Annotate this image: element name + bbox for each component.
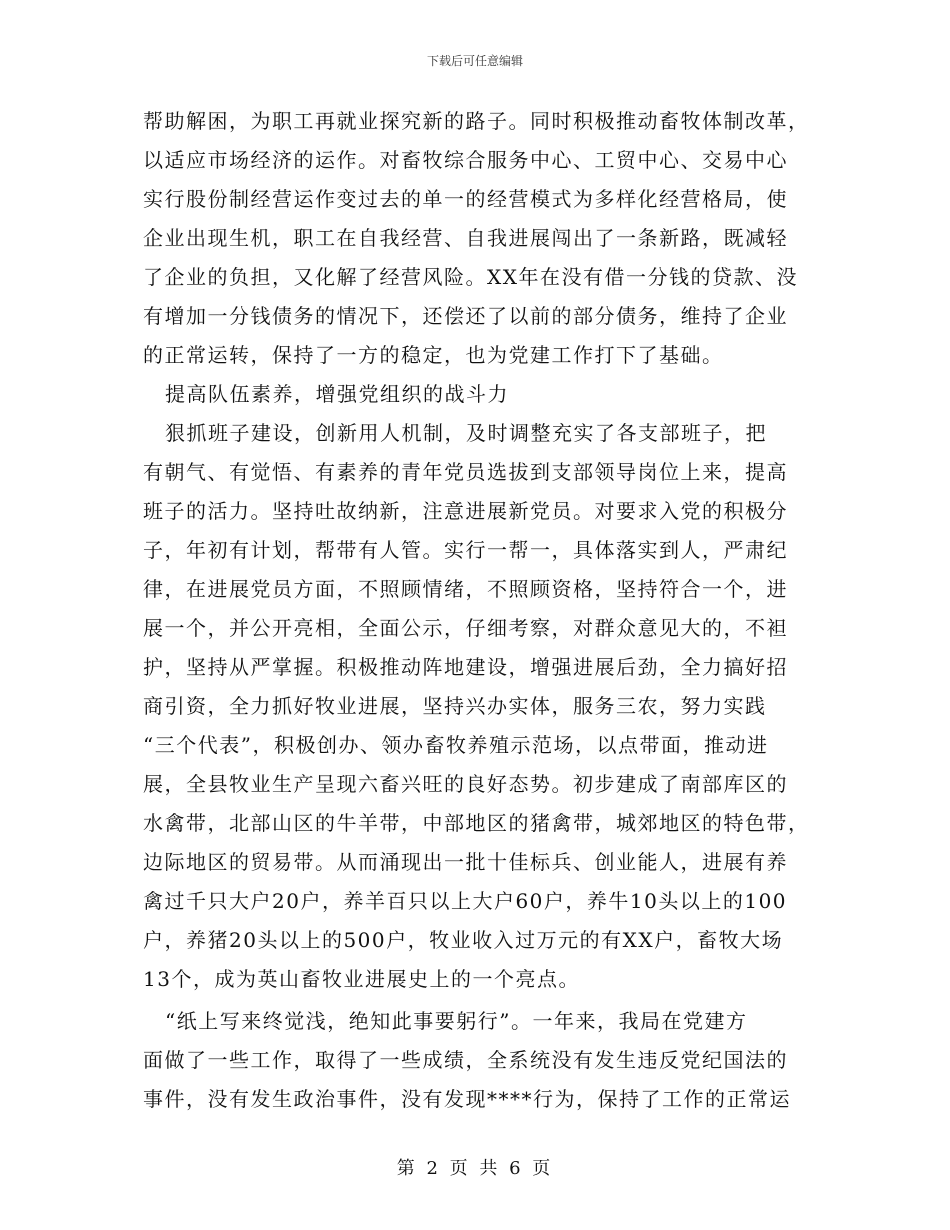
text-line: 以适应市场经济的运作。对畜牧综合服务中心、工贸中心、交易中心 — [143, 148, 788, 172]
text-line: 展一个，并公开亮相，全面公示，仔细考察，对群众意见大的，不袒 — [143, 616, 788, 640]
text-line: “纸上写来终觉浅，绝知此事要躬行”。一年来，我局在党建方 — [165, 1009, 748, 1033]
text-line: 事件，没有发生政治事件，没有发现****行为，保持了工作的正常运 — [143, 1087, 791, 1111]
text-line: 子，年初有计划，帮带有人管。实行一帮一，具体落实到人，严肃纪 — [143, 538, 788, 562]
text-line: 水禽带，北部山区的牛羊带，中部地区的猪禽带，城郊地区的特色带， — [143, 811, 810, 835]
text-line: 狠抓班子建设，创新用人机制，及时调整充实了各支部班子，把 — [165, 421, 767, 445]
text-line: 有增加一分钱债务的情况下，还偿还了以前的部分债务，维持了企业 — [143, 304, 788, 328]
text-line: 护，坚持从严掌握。积极推动阵地建设，增强进展后劲，全力搞好招 — [143, 655, 788, 679]
text-line: 帮助解困，为职工再就业探究新的路子。同时积极推动畜牧体制改革， — [143, 109, 810, 133]
text-line: 边际地区的贸易带。从而涌现出一批十佳标兵、创业能人，进展有养 — [143, 850, 788, 874]
text-line: 面做了一些工作，取得了一些成绩，全系统没有发生违反党纪国法的 — [143, 1048, 788, 1072]
text-line: 商引资，全力抓好牧业进展，坚持兴办实体，服务三农，努力实践 — [143, 694, 767, 718]
text-line: 实行股份制经营运作变过去的单一的经营模式为多样化经营格局，使 — [143, 187, 788, 211]
text-line: 13个，成为英山畜牧业进展史上的一个亮点。 — [143, 967, 580, 991]
text-line: 了企业的负担，又化解了经营风险。XX年在没有借一分钱的贷款、没 — [143, 265, 798, 289]
text-line: 禽过千只大户20户，养羊百只以上大户60户，养牛10头以上的100 — [143, 889, 788, 913]
page-header: 下载后可任意编辑 — [426, 54, 523, 68]
text-line: 有朝气、有觉悟、有素养的青年党员选拔到支部领导岗位上来，提高 — [143, 460, 788, 484]
text-line: “三个代表”，积极创办、领办畜牧养殖示范场，以点带面，推动进 — [143, 733, 769, 757]
text-line: 律，在进展党员方面，不照顾情绪，不照顾资格，坚持符合一个，进 — [143, 577, 788, 601]
page-footer: 第 2 页 共 6 页 — [396, 1158, 554, 1179]
body-text — [143, 102, 808, 1119]
section-heading: 提高队伍素养，增强党组织的战斗力 — [165, 382, 509, 406]
text-line: 班子的活力。坚持吐故纳新，注意进展新党员。对要求入党的积极分 — [143, 499, 788, 523]
text-line: 户，养猪20头以上的500户，牧业收入过万元的有XX户，畜牧大场 — [143, 928, 784, 952]
text-line: 展，全县牧业生产呈现六畜兴旺的良好态势。初步建成了南部库区的 — [143, 772, 788, 796]
text-line: 企业出现生机，职工在自我经营、自我进展闯出了一条新路，既减轻 — [143, 226, 788, 250]
text-line: 的正常运转，保持了一方的稳定，也为党建工作打下了基础。 — [143, 343, 724, 367]
